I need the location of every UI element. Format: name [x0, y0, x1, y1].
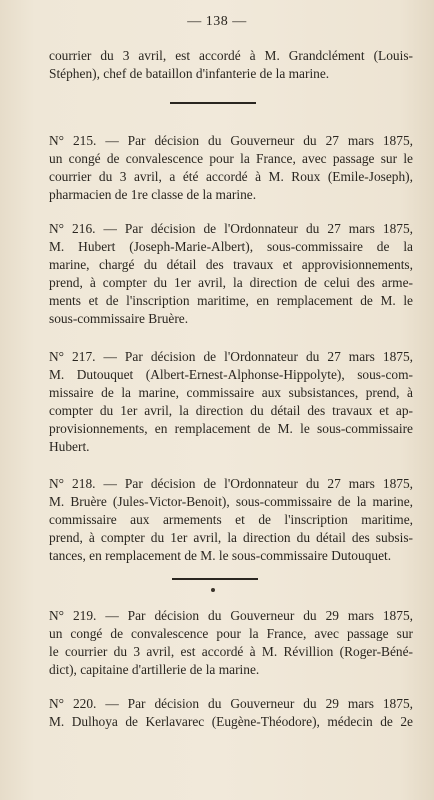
text-line: M. Dulhoya de Kerlavarec (Eugène-Théodore), médecin de 2e — [49, 714, 413, 729]
text-line: Hubert. — [49, 439, 90, 454]
text-line: prend, à compter du 1er avril, la direction de celui des arme- — [49, 275, 413, 290]
text-line: Stéphen), chef de bataillon d'infanterie de la marine. — [49, 66, 330, 81]
text-line: prend, à compter du 1er avril, la direction du détail des subsis- — [49, 530, 413, 545]
text-line: tances, en remplacement de M. le sous-commissaire Dutouquet. — [49, 548, 392, 563]
text-line: le courrier du 3 avril, est accordé à M. Révillion (Roger-Béné- — [49, 644, 413, 659]
text-line: N° 218. — Par décision de l'Ordonnateur du 27 mars 1875, — [49, 476, 413, 491]
page-number: — 138 — — [187, 14, 247, 29]
text-line: commissaire aux armements et de l'inscription maritime, — [49, 512, 413, 527]
text-line: M. Hubert (Joseph-Marie-Albert), sous-commissaire de la — [49, 239, 413, 254]
text-line: missaire de la marine, commissaire aux subsistances, prend, à — [49, 385, 413, 400]
text-line: ments et de l'inscription maritime, en remplacement de M. le — [49, 293, 413, 308]
section-separator — [172, 578, 258, 580]
text-line: courrier du 3 avril, est accordé à M. Grandclément (Louis- — [49, 48, 413, 63]
text-line: un congé de convalescence pour la France, avec passage sur le — [49, 151, 413, 166]
text-line: N° 220. — Par décision du Gouverneur du 29 mars 1875, — [49, 696, 413, 711]
text-line: dict), capitaine d'artillerie de la marine. — [49, 662, 260, 677]
text-line: N° 219. — Par décision du Gouverneur du 29 mars 1875, — [49, 608, 413, 623]
text-line: N° 217. — Par décision de l'Ordonnateur du 27 mars 1875, — [49, 349, 413, 364]
text-line: un congé de convalescence pour la France, avec passage sur — [49, 626, 413, 641]
text-line: marine, chargé du détail des travaux et approvisionnements, — [49, 257, 413, 272]
text-line: sous-commissaire Bruère. — [49, 311, 189, 326]
text-line: N° 215. — Par décision du Gouverneur du 27 mars 1875, — [49, 133, 413, 148]
text-line: M. Dutouquet (Albert-Ernest-Alphonse-Hippolyte), sous-com- — [49, 367, 413, 382]
text-line: M. Bruère (Jules-Victor-Benoit), sous-commissaire de la marine, — [49, 494, 413, 509]
text-line: courrier du 3 avril, a été accordé à M. Roux (Emile-Joseph), — [49, 169, 413, 184]
ink-speck — [211, 588, 215, 592]
section-separator — [170, 102, 256, 104]
text-line: compter du 1er avril, la direction du détail des travaux et ap- — [49, 403, 413, 418]
text-line: N° 216. — Par décision de l'Ordonnateur du 27 mars 1875, — [49, 221, 413, 236]
text-line: pharmacien de 1re classe de la marine. — [49, 187, 257, 202]
text-line: provisionnements, en remplacement de M. le sous-commissaire — [49, 421, 413, 436]
